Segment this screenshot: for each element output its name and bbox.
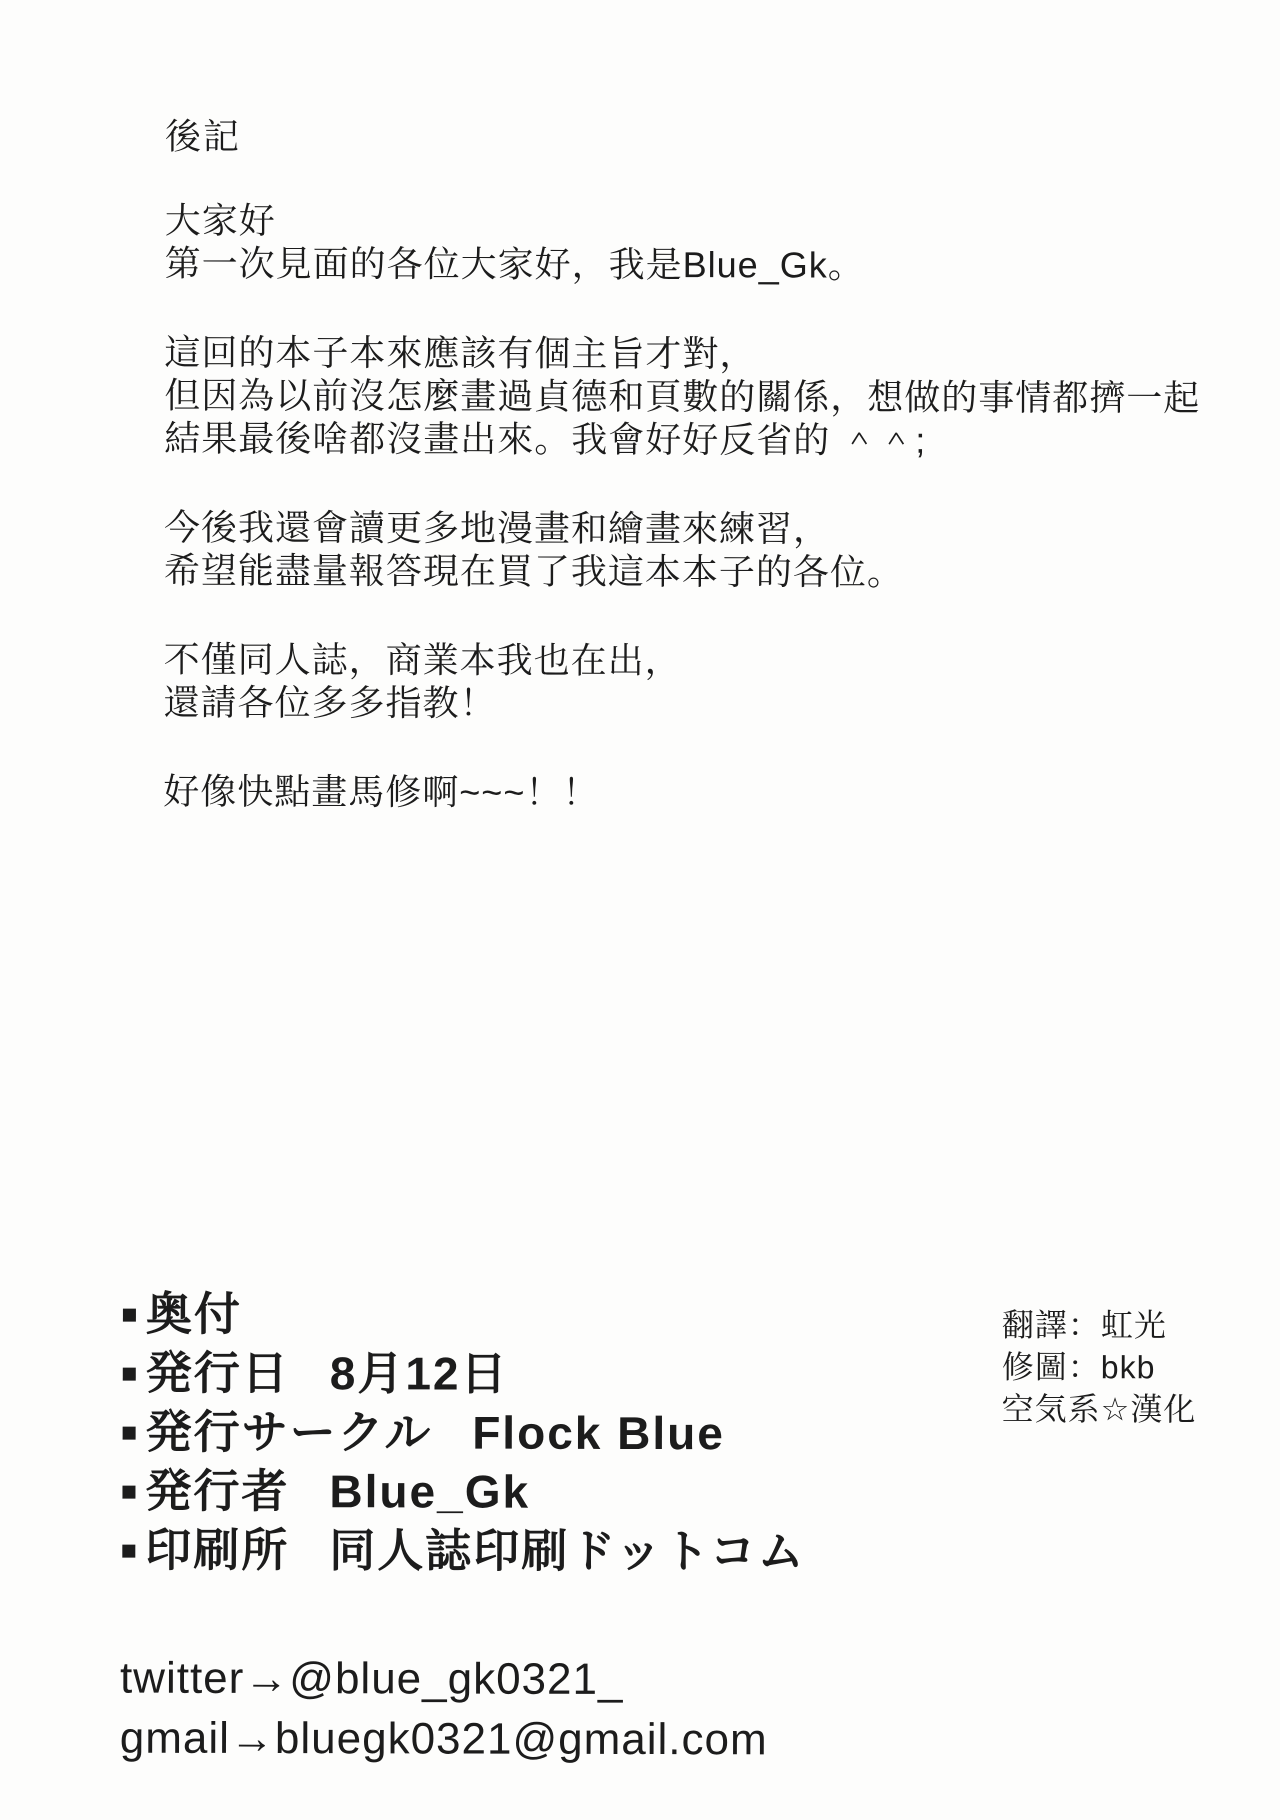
colophon-item-label: 発行日 <box>145 1346 290 1400</box>
afterword-line: 這回的本子本來應該有個主旨才對， <box>164 331 757 375</box>
colophon-item-value: 8月12日 <box>329 1347 509 1400</box>
credits-line-group: 空気系☆漢化 <box>1001 1390 1197 1428</box>
contact-gmail: gmail→bluegk0321@gmail.com <box>119 1713 768 1765</box>
colophon-item <box>123 1403 806 1464</box>
afterword-line: 好像快點畫馬修啊~~~！！ <box>163 770 600 813</box>
colophon <box>122 1285 806 1582</box>
colophon-item-label: 発行者 <box>145 1464 290 1518</box>
colophon-item <box>123 1285 806 1346</box>
afterword-line: 還請各位多多指教！ <box>163 681 497 724</box>
colophon-item <box>122 1462 805 1523</box>
colophon-item-value: 同人誌印刷ドットコム <box>329 1524 806 1578</box>
afterword-line: 大家好 <box>164 199 276 242</box>
afterword-line: 結果最後啥都沒畫出來。我會好好反省的 ＾＾; <box>164 417 927 461</box>
colophon-item-label: 奥付 <box>145 1287 243 1340</box>
afterword-line: 不僅同人誌，商業本我也在出， <box>163 638 682 682</box>
square-bullet-icon <box>122 1545 135 1558</box>
square-bullet-icon <box>123 1427 136 1440</box>
afterword-heading: 後記 <box>164 115 242 157</box>
square-bullet-icon <box>123 1309 136 1322</box>
colophon-item-value: Flock Blue <box>472 1406 725 1460</box>
square-bullet-icon <box>122 1486 135 1499</box>
colophon-item <box>122 1521 805 1582</box>
colophon-item-value: Blue_Gk <box>329 1465 531 1518</box>
square-bullet-icon <box>123 1368 136 1381</box>
colophon-item-label: 発行サークル <box>145 1405 433 1459</box>
afterword-line: 希望能盡量報答現在買了我這本本子的各位。 <box>163 549 904 593</box>
afterword-line: 今後我還會讀更多地漫畫和繪畫來練習， <box>163 506 831 550</box>
contact-info <box>120 1649 768 1771</box>
translation-credits <box>1002 1304 1197 1431</box>
colophon-item <box>123 1344 806 1405</box>
contact-twitter: twitter→@blue_gk0321_ <box>119 1653 624 1704</box>
credits-line-translator: 翻譯：虹光 <box>1001 1306 1167 1344</box>
colophon-item-label: 印刷所 <box>145 1523 290 1577</box>
afterword-line: 但因為以前沒怎麼畫過貞德和頁數的關係，想做的事情都擠一起 <box>164 374 1201 419</box>
afterword-body <box>163 199 1201 816</box>
afterword-line: 第一次見面的各位大家好，我是Blue_Gk。 <box>164 242 865 286</box>
credits-line-editor: 修圖：bkb <box>1001 1348 1156 1386</box>
